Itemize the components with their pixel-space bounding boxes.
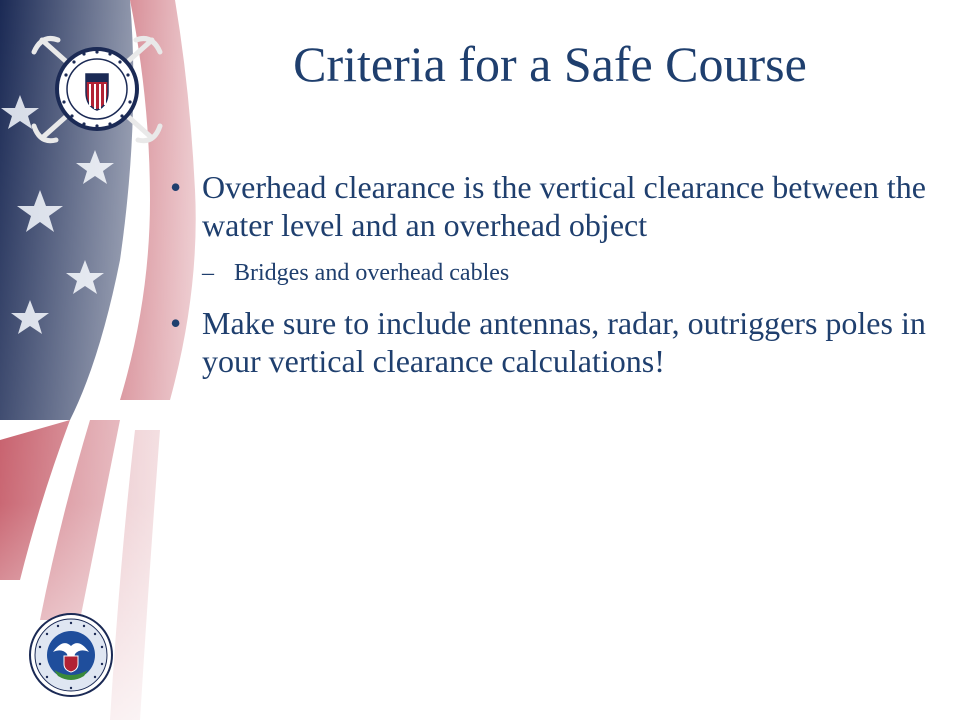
sub-bullet-item [170, 258, 940, 288]
coast-guard-auxiliary-emblem-icon [30, 30, 165, 148]
slide-title: Criteria for a Safe Course [293, 36, 807, 92]
bullet-glyph: • [170, 169, 182, 205]
dhs-seal-icon [28, 612, 114, 698]
bullet-item [170, 168, 940, 244]
bullet-text: Overhead clearance is the vertical clearance between the water level and an overhead object [202, 169, 926, 243]
sub-bullet-text: Bridges and overhead cables [234, 260, 510, 286]
bullet-glyph: • [170, 305, 182, 341]
bullet-text: Make sure to include antennas, radar, outriggers poles in your vertical clearance calculations! [202, 305, 926, 379]
bullet-list [170, 168, 940, 394]
sub-bullet-glyph: – [202, 260, 214, 286]
bullet-item [170, 304, 940, 380]
